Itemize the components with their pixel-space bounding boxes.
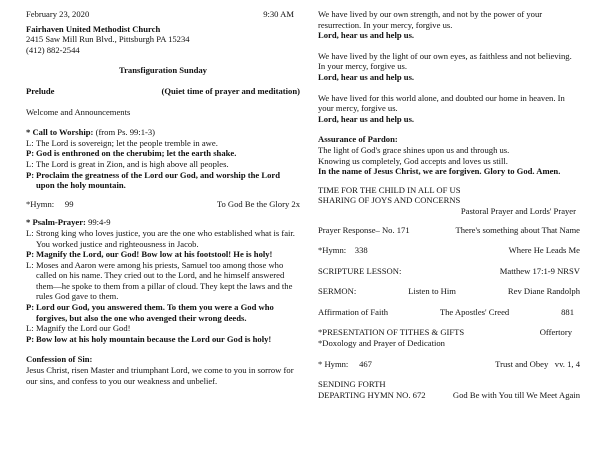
litany-text: The Lord is sovereign; let the people tremble in awe. xyxy=(36,137,218,148)
litany-line xyxy=(26,323,300,334)
scripture-ref: Matthew 17:1-9 NRSV xyxy=(499,265,580,276)
hymn-2-number: 338 xyxy=(354,245,368,256)
service-date: February 23, 2020 xyxy=(26,9,90,19)
pardon-title: Assurance of Pardon: xyxy=(318,134,398,145)
departing-hymn-title: God Be with You till We Meet Again xyxy=(452,389,580,400)
affirmation-number: 881 xyxy=(561,306,574,317)
call-to-worship xyxy=(26,127,300,191)
prayer-response: Lord, hear us and help us. xyxy=(318,113,415,124)
hymn-2-title: Where He Leads Me xyxy=(508,245,580,256)
occasion-title: Transfiguration Sunday xyxy=(119,65,207,76)
hymn-3-row xyxy=(318,359,580,370)
scripture-label: SCRIPTURE LESSON: xyxy=(318,265,402,276)
litany-line xyxy=(26,249,300,260)
pardon-line: Knowing us completely, God accepts and loves us still. xyxy=(318,155,508,166)
prelude-label: Prelude xyxy=(26,85,55,96)
litany-line xyxy=(26,159,300,170)
confession xyxy=(26,354,300,386)
hymn-2-label: *Hymn: xyxy=(318,245,347,256)
joys-concerns: SHARING OF JOYS AND CONCERNS xyxy=(318,195,461,206)
litany-line xyxy=(26,302,300,323)
prayer-text: We have lived for this world alone, and doubted our home in heaven. In your mercy, forgive us. xyxy=(318,92,565,114)
hymn-3-verses: vv. 1, 4 xyxy=(554,358,580,369)
church-name: Fairhaven United Methodist Church xyxy=(26,23,161,34)
litany-line xyxy=(26,138,300,149)
pardon-line: The light of God's grace shines upon us and through us. xyxy=(318,144,510,155)
litany-text: God is enthroned on the cherubim; let the earth shake. xyxy=(36,148,237,159)
scripture-row xyxy=(318,266,580,277)
speaker-mark: P: xyxy=(26,148,35,159)
assurance-of-pardon xyxy=(318,134,580,176)
prayer-text: We have lived by the light of our own eyes, as faithless and not believing. In your mercy, forgive us. xyxy=(318,50,572,72)
litany-line xyxy=(26,334,300,345)
departing-hymn-row xyxy=(318,390,580,401)
affirmation-label: Affirmation of Faith xyxy=(318,306,389,317)
speaker-mark: L: xyxy=(26,227,34,238)
litany-text: Bow low at his holy mountain because the Lord our God is holy! xyxy=(36,333,272,344)
call-to-worship-heading xyxy=(26,127,300,138)
hymn-2-number-group xyxy=(318,245,368,256)
hymn-1-number-group xyxy=(26,199,74,210)
prayer-block xyxy=(318,51,580,83)
prayer-response-row xyxy=(318,225,580,236)
hymn-3-title-group xyxy=(495,359,580,370)
prayer-text: We have lived by our own strength, and not by the power of your resurrection. In your mercy, forgive us. xyxy=(318,9,543,30)
litany-text: The Lord is great in Zion, and is high above all peoples. xyxy=(36,158,229,169)
litany-text: Strong king who loves justice, you are the one who established what is fair. You worked justice and righteousness in Jacob. xyxy=(36,227,295,249)
prayer-response: Lord, hear us and help us. xyxy=(318,30,415,41)
litany-line xyxy=(26,260,300,302)
speaker-mark: L: xyxy=(26,323,34,334)
speaker-mark: L: xyxy=(26,137,34,148)
prayer-response: Lord, hear us and help us. xyxy=(318,71,415,82)
speaker-mark: P: xyxy=(26,333,35,344)
litany-text: Magnify the Lord our God! xyxy=(36,323,131,334)
offertory-label: Offertory xyxy=(539,327,572,338)
psalm-prayer xyxy=(26,217,300,344)
speaker-mark: P: xyxy=(26,169,35,180)
service-time: 9:30 AM xyxy=(263,9,294,19)
confession-title: Confession of Sin: xyxy=(26,354,93,365)
hymn-1-number: 99 xyxy=(64,198,74,209)
litany-text: Proclaim the greatness of the Lord our God, and worship the Lord upon the holy mountain. xyxy=(36,169,280,191)
affirmation-row xyxy=(318,307,580,318)
left-column xyxy=(26,9,300,386)
litany-line xyxy=(26,228,300,249)
speaker-mark: L: xyxy=(26,158,34,169)
hymn-3-label: * Hymn: xyxy=(318,358,349,369)
prayer-block xyxy=(318,9,580,41)
hymn-3-title: Trust and Obey xyxy=(495,358,549,369)
children-time: TIME FOR THE CHILD IN ALL OF US xyxy=(318,184,461,195)
church-address: 2415 Saw Mill Run Blvd., Pittsburgh PA 15234 xyxy=(26,34,190,45)
pastoral-prayer: Pastoral Prayer and Lords' Prayer xyxy=(460,205,576,216)
affirmation-title: The Apostles' Creed xyxy=(439,306,510,317)
speaker-mark: P: xyxy=(26,249,35,260)
speaker-mark: P: xyxy=(26,302,35,313)
psalm-prayer-title: * Psalm-Prayer: xyxy=(26,217,86,228)
litany-text: Magnify the Lord, our God! Bow low at his footstool! He is holy! xyxy=(36,249,273,260)
hymn-1-label: *Hymn: xyxy=(26,198,55,209)
prayer-response-title: There's something about That Name xyxy=(455,224,580,235)
sermon-title: Listen to Him xyxy=(408,286,456,297)
prelude-note: (Quiet time of prayer and meditation) xyxy=(161,85,300,96)
offering-label: *PRESENTATION OF TITHES & GIFTS xyxy=(318,327,465,338)
doxology-line: *Doxology and Prayer of Dedication xyxy=(318,338,445,349)
prayer-response-label: Prayer Response– No. 171 xyxy=(318,224,410,235)
sermon-label: SERMON: xyxy=(318,286,357,297)
hymn-3-number: 467 xyxy=(359,358,372,369)
pardon-line: In the name of Jesus Christ, we are forgiven. Glory to God. Amen. xyxy=(318,166,561,177)
hymn-2-row xyxy=(318,245,580,256)
hymn-1-title: To God Be the Glory 2x xyxy=(216,198,300,209)
sermon-preacher: Rev Diane Randolph xyxy=(507,286,580,297)
hymn-3-number-group xyxy=(318,359,372,370)
litany-text: Moses and Aaron were among his priests, Samuel too among those who called on his name. They cried out to the Lord, and he himself answered them—he spoke to them from a pillar of cloud. They kept the laws and the rules God gave to them. xyxy=(36,259,293,302)
right-column xyxy=(318,9,580,400)
confession-text: Jesus Christ, risen Master and triumphant Lord, we come to you in sorrow for our sins, and confess to you our weakness and unbelief. xyxy=(26,365,294,386)
litany-line xyxy=(26,148,300,159)
psalm-prayer-ref: 99:4-9 xyxy=(88,217,111,228)
offering-row xyxy=(318,327,580,338)
prelude-row xyxy=(26,86,300,97)
date-time-row xyxy=(26,9,300,20)
hymn-1-row xyxy=(26,199,300,210)
call-to-worship-title: * Call to Worship: xyxy=(26,127,94,138)
speaker-mark: L: xyxy=(26,259,34,270)
psalm-prayer-heading xyxy=(26,217,300,228)
call-to-worship-ref: (from Ps. 99:1-3) xyxy=(95,127,156,138)
sermon-row xyxy=(318,286,580,297)
church-phone: (412) 882-2544 xyxy=(26,44,80,55)
departing-hymn-label: DEPARTING HYMN NO. 672 xyxy=(318,389,426,400)
welcome-line: Welcome and Announcements xyxy=(26,106,131,117)
litany-line xyxy=(26,170,300,191)
sending-forth: SENDING FORTH xyxy=(318,379,386,390)
litany-text: Lord our God, you answered them. To them you were a God who forgives, but also the one who avenged their wrong deeds. xyxy=(36,302,274,323)
prayer-block xyxy=(318,93,580,125)
